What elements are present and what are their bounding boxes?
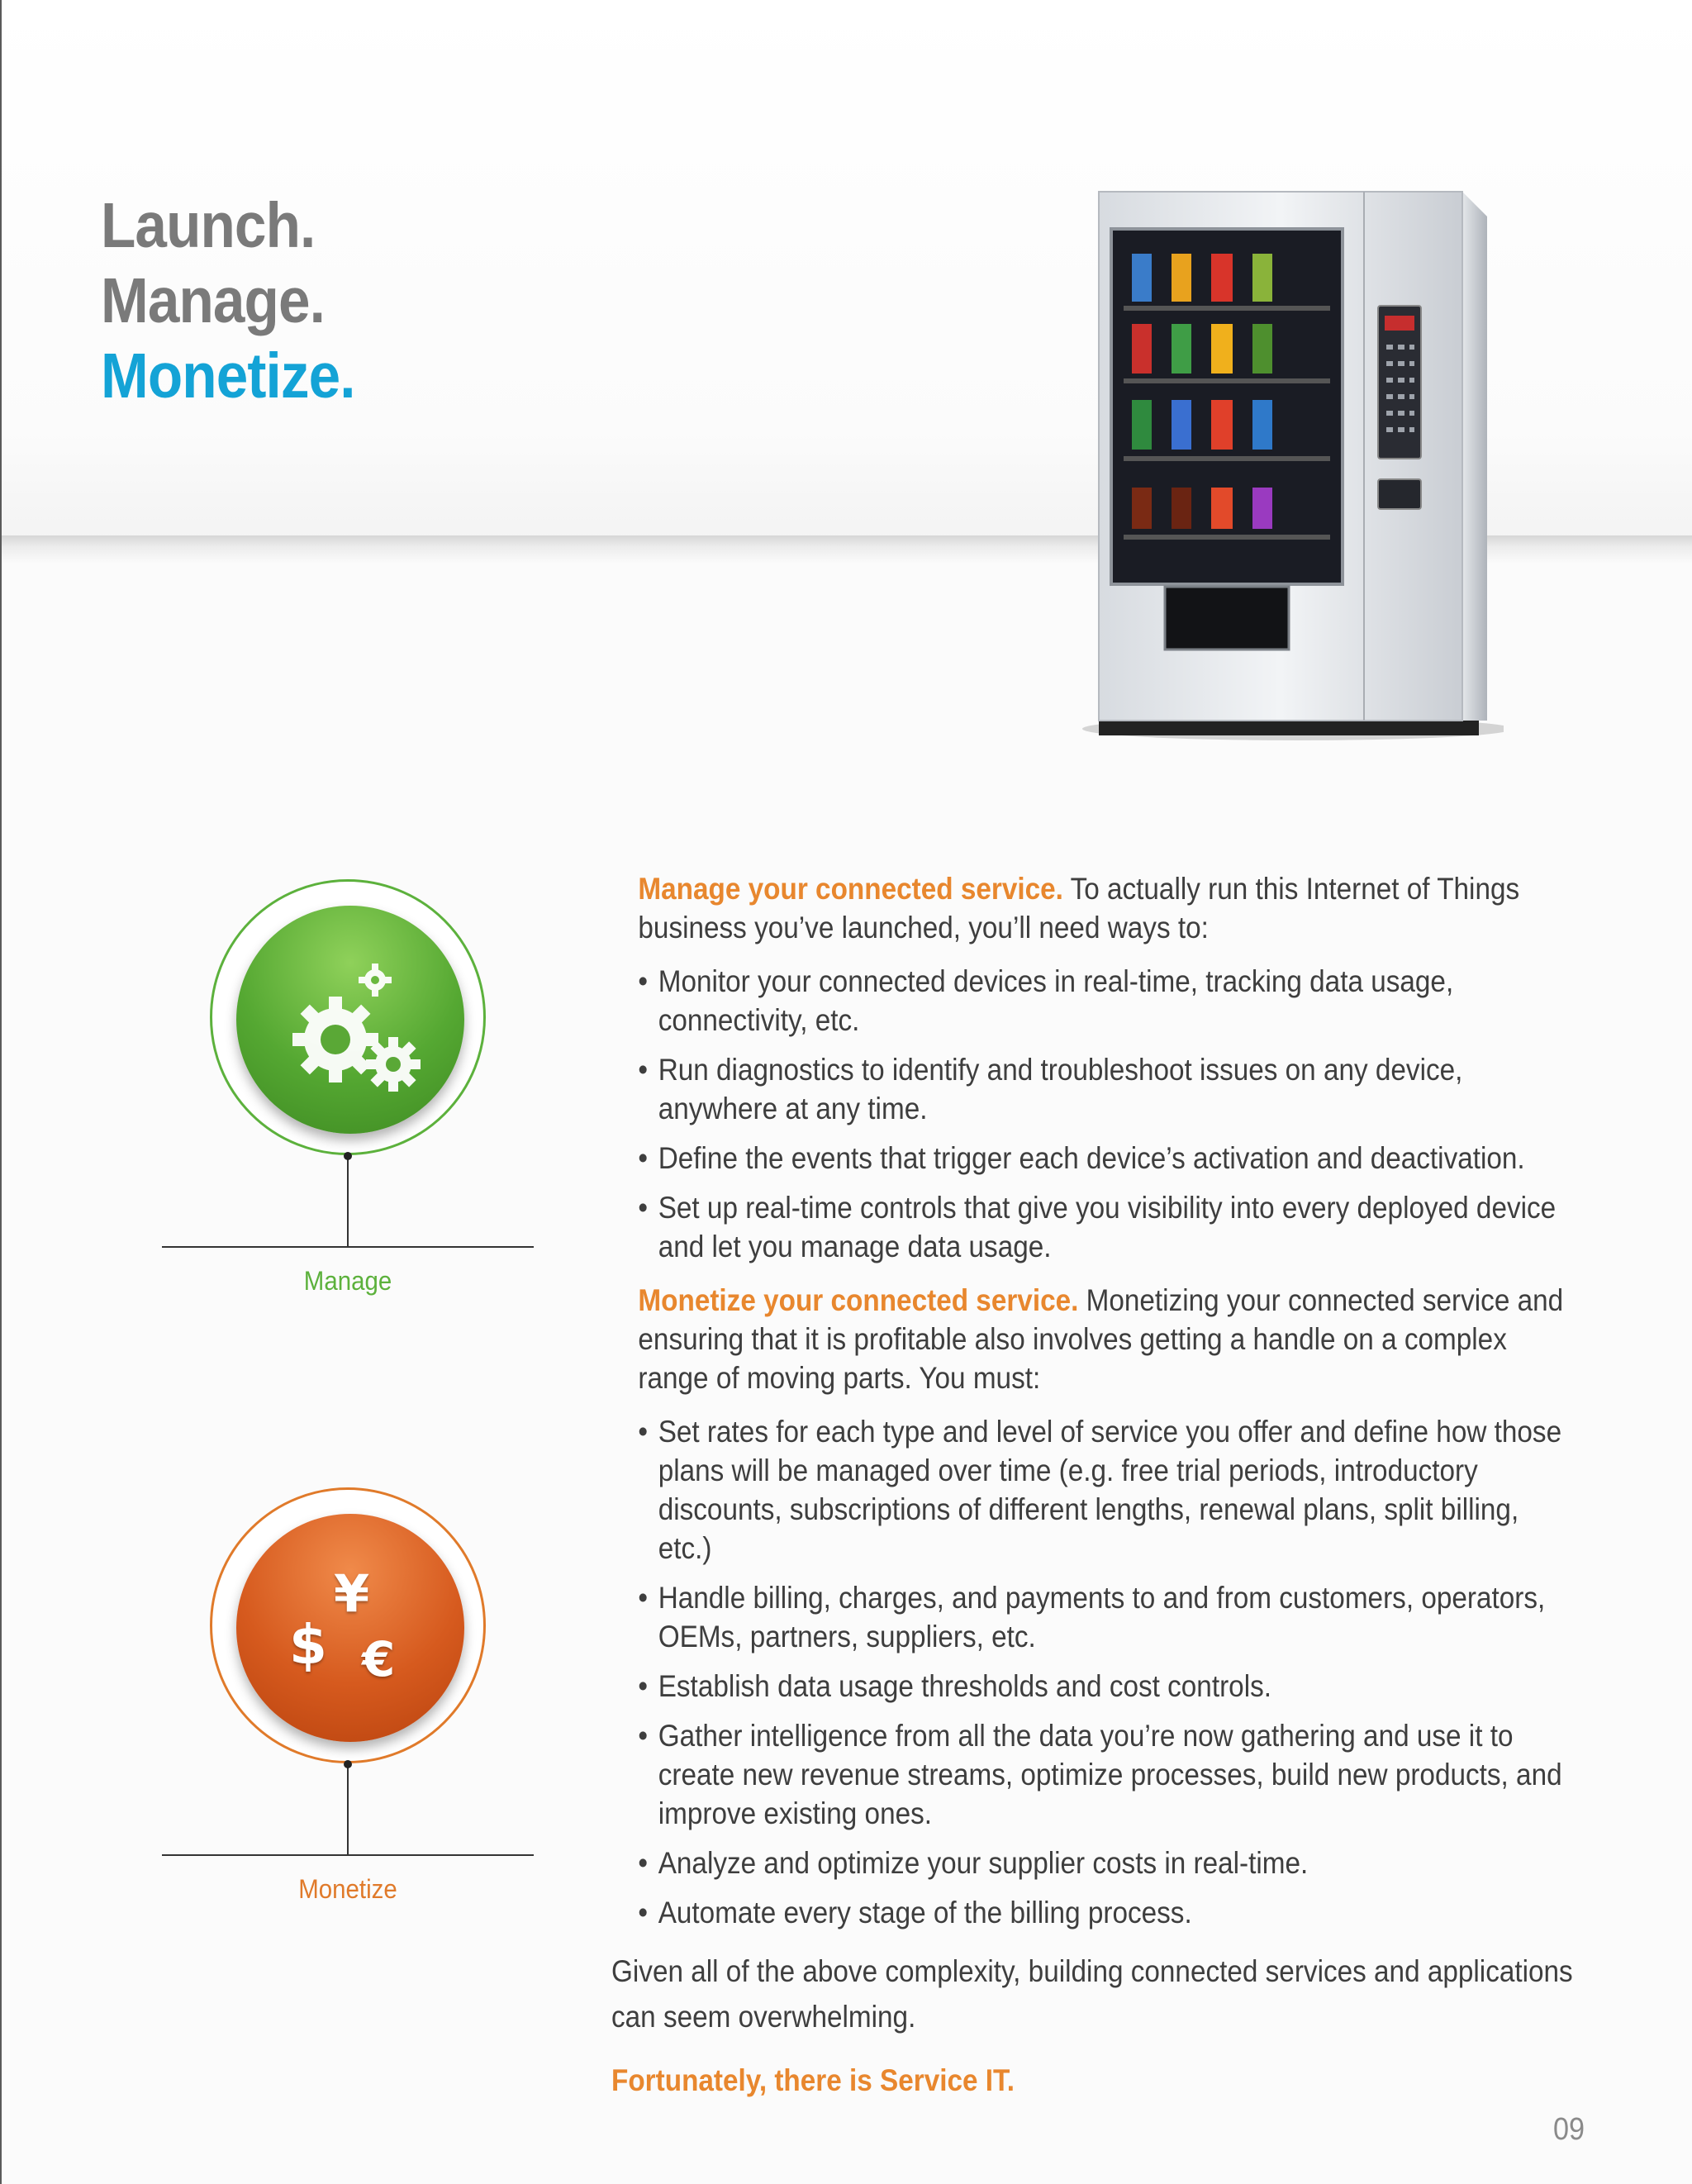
- dollar-icon: $: [289, 1613, 327, 1677]
- list-item: • Analyze and optimize your supplier costs in real-time.: [638, 1844, 1578, 1882]
- monetize-disc: [236, 1514, 464, 1742]
- manage-bullet-list: [638, 962, 1578, 1266]
- headline-manage: Manage.: [101, 265, 325, 336]
- manage-baseline: [162, 1246, 534, 1248]
- monetize-label: Monetize: [298, 1874, 397, 1904]
- list-item: • Establish data usage thresholds and cost controls.: [638, 1667, 1578, 1706]
- vending-machine-image: [1074, 183, 1504, 745]
- monetize-intro: [638, 1281, 1578, 1397]
- list-item: • Run diagnostics to identify and troubleshoot issues on any device, anywhere at any time.: [638, 1050, 1578, 1128]
- page-number: 09: [1553, 2112, 1585, 2147]
- manage-dot: [344, 1152, 352, 1160]
- list-item: • Handle billing, charges, and payments to and from customers, operators, OEMs, partners, suppliers, etc.: [638, 1578, 1578, 1656]
- list-item: • Gather intelligence from all the data you’re now gathering and use it to create new revenue streams, optimize processes, build new products, and improve existing ones.: [638, 1716, 1578, 1833]
- manage-intro: [638, 869, 1578, 947]
- monetize-baseline: [162, 1854, 534, 1856]
- monetize-ring: [210, 1487, 486, 1763]
- yen-icon: ¥: [334, 1563, 370, 1624]
- closing-paragraph: Given all of the above complexity, building connected services and applications can seem overwhelming.: [611, 1954, 1573, 2034]
- monetize-dot: [344, 1760, 352, 1768]
- list-item: • Set up real-time controls that give you visibility into every deployed device and let you manage data usage.: [638, 1188, 1578, 1266]
- list-item: • Monitor your connected devices in real-time, tracking data usage, connectivity, etc.: [638, 962, 1578, 1040]
- gears-icon: [236, 906, 464, 1134]
- monetize-lead: Monetize your connected service.: [638, 1283, 1079, 1317]
- manage-disc: [236, 906, 464, 1134]
- list-item: • Define the events that trigger each device’s activation and deactivation.: [638, 1139, 1578, 1178]
- final-statement: Fortunately, there is Service IT.: [611, 2063, 1015, 2097]
- manage-stem: [347, 1155, 349, 1246]
- manage-lead: Manage your connected service.: [638, 872, 1063, 906]
- monetize-intro-text: Monetizing your connected service and ensuring that it is profitable also involves getting a handle on a complex range of moving parts. You must:: [638, 1283, 1564, 1395]
- list-item: • Set rates for each type and level of service you offer and define how those plans will be managed over time (e.g. free trial periods, introductory discounts, subscriptions of different lengths, renewal plans, split billing, etc.): [638, 1412, 1578, 1568]
- headline: [101, 188, 355, 414]
- manage-intro-text: To actually run this Internet of Things business you’ve launched, you’ll need ways to:: [638, 872, 1520, 944]
- manage-label: Manage: [303, 1266, 392, 1296]
- headline-monetize: Monetize.: [101, 340, 355, 412]
- monetize-stem: [347, 1763, 349, 1854]
- manage-ring: [210, 879, 486, 1155]
- list-item: • Automate every stage of the billing process.: [638, 1893, 1578, 1932]
- body-content: [611, 869, 1578, 2100]
- headline-launch: Launch.: [101, 190, 316, 261]
- euro-icon: €: [362, 1631, 396, 1687]
- monetize-bullet-list: [638, 1412, 1578, 1932]
